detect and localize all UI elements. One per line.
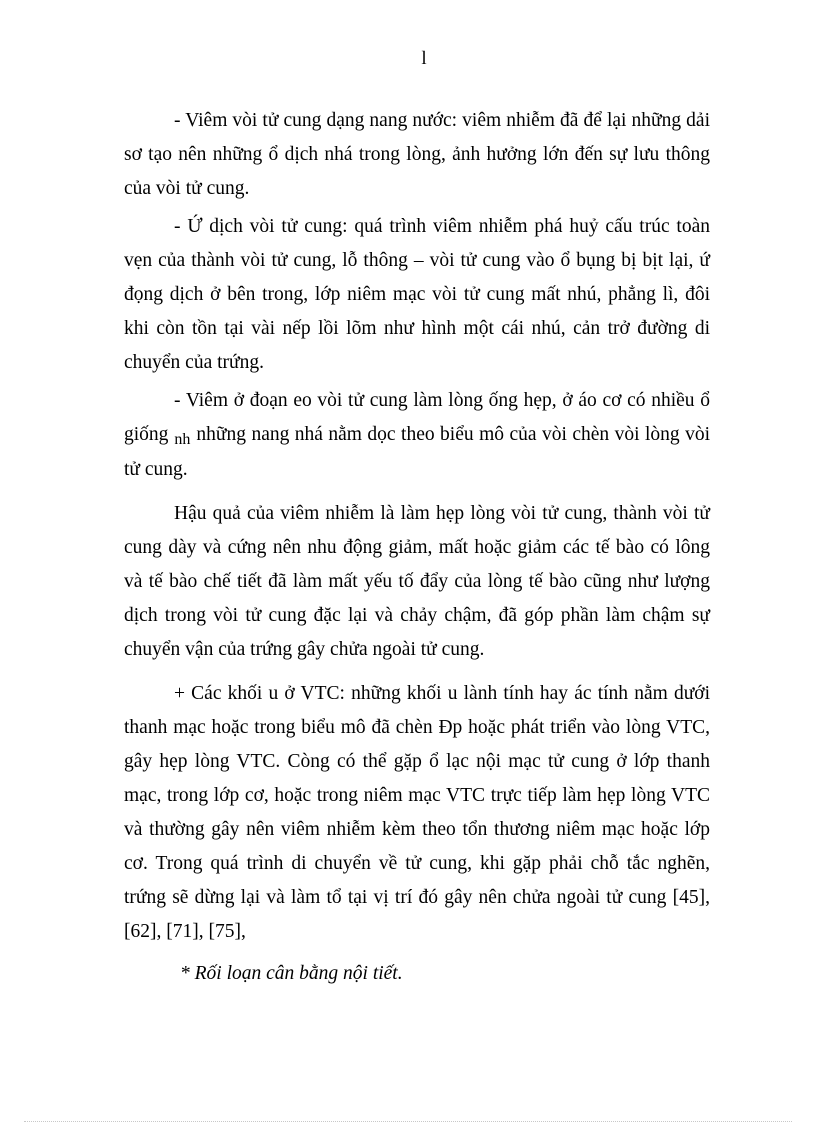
page-bottom-divider: [24, 1121, 792, 1122]
paragraph-isthmus-text-after: những nang nhá nằm dọc theo biểu mô của vòi chèn vòi lòng vòi tử cung.: [124, 424, 710, 480]
paragraph-consequences: Hậu quả của viêm nhiễm là làm hẹp lòng vòi tử cung, thành vòi tử cung dày và cứng nên nhu động giảm, mất hoặc giảm các tế bào có lông và tế bào chế tiết đã làm mất yếu tố đẩy của lòng tế bào cũng như lượng dịch trong vòi tử cung đặc lại và chảy chậm, đã góp phần làm chậm sự chuyển vận của trứng gây chửa ngoài tử cung.: [124, 503, 710, 660]
paragraph-isthmus-inflammation: [124, 384, 710, 487]
paragraph-isthmus-text-before: - Viêm ở đoạn eo vòi tử cung làm lòng ống hẹp, ở áo cơ có nhiều ổ giống: [124, 390, 710, 445]
page-number: l: [421, 48, 427, 69]
paragraph-tube-fluid-stasis: - Ứ dịch vòi tử cung: quá trình viêm nhiễm phá huỷ cấu trúc toàn vẹn của thành vòi tử cung, lỗ thông – vòi tử cung vào ổ bụng bị bịt lại, ứ đọng dịch ở bên trong, lớp niêm mạc vòi tử cung mất nhú, phẳng lì, đôi khi còn tồn tại vài nếp lồi lõm như hình một cái nhú, cản trở đường di chuyển của trứng.: [124, 216, 710, 373]
document-body: [124, 104, 710, 995]
section-note-endocrine: * Rối loạn cân bằng nội tiết.: [180, 963, 403, 984]
paragraph-tumors: + Các khối u ở VTC: những khối u lành tính hay ác tính nằm dưới thanh mạc hoặc trong biểu mô đã chèn Đp hoặc phát triển vào lòng VTC, gây hẹp lòng VTC. Còng có thể gặp ổ lạc nội mạc tử cung ở lớp thanh mạc, trong lớp cơ, hoặc trong niêm mạc VTC trực tiếp làm hẹp lòng VTC và thường gây nên viêm nhiễm kèm theo tổn thương niêm mạc hoặc lớp cơ. Trong quá trình di chuyển về tử cung, khi gặp phải chỗ tắc nghẽn, trứng sẽ dừng lại và làm tổ tại vị trí đó gây nên chửa ngoài tử cung [45], [62], [71], [75],: [124, 683, 710, 942]
paragraph-hydrosalpinx-cystic: - Viêm vòi tử cung dạng nang nước: viêm nhiễm đã để lại những dải sơ tạo nên những ổ dịch nhá trong lòng, ảnh hưởng lớn đến sự lưu thông của vòi tử cung.: [124, 110, 710, 199]
paragraph-isthmus-subscript: nh: [174, 431, 191, 448]
